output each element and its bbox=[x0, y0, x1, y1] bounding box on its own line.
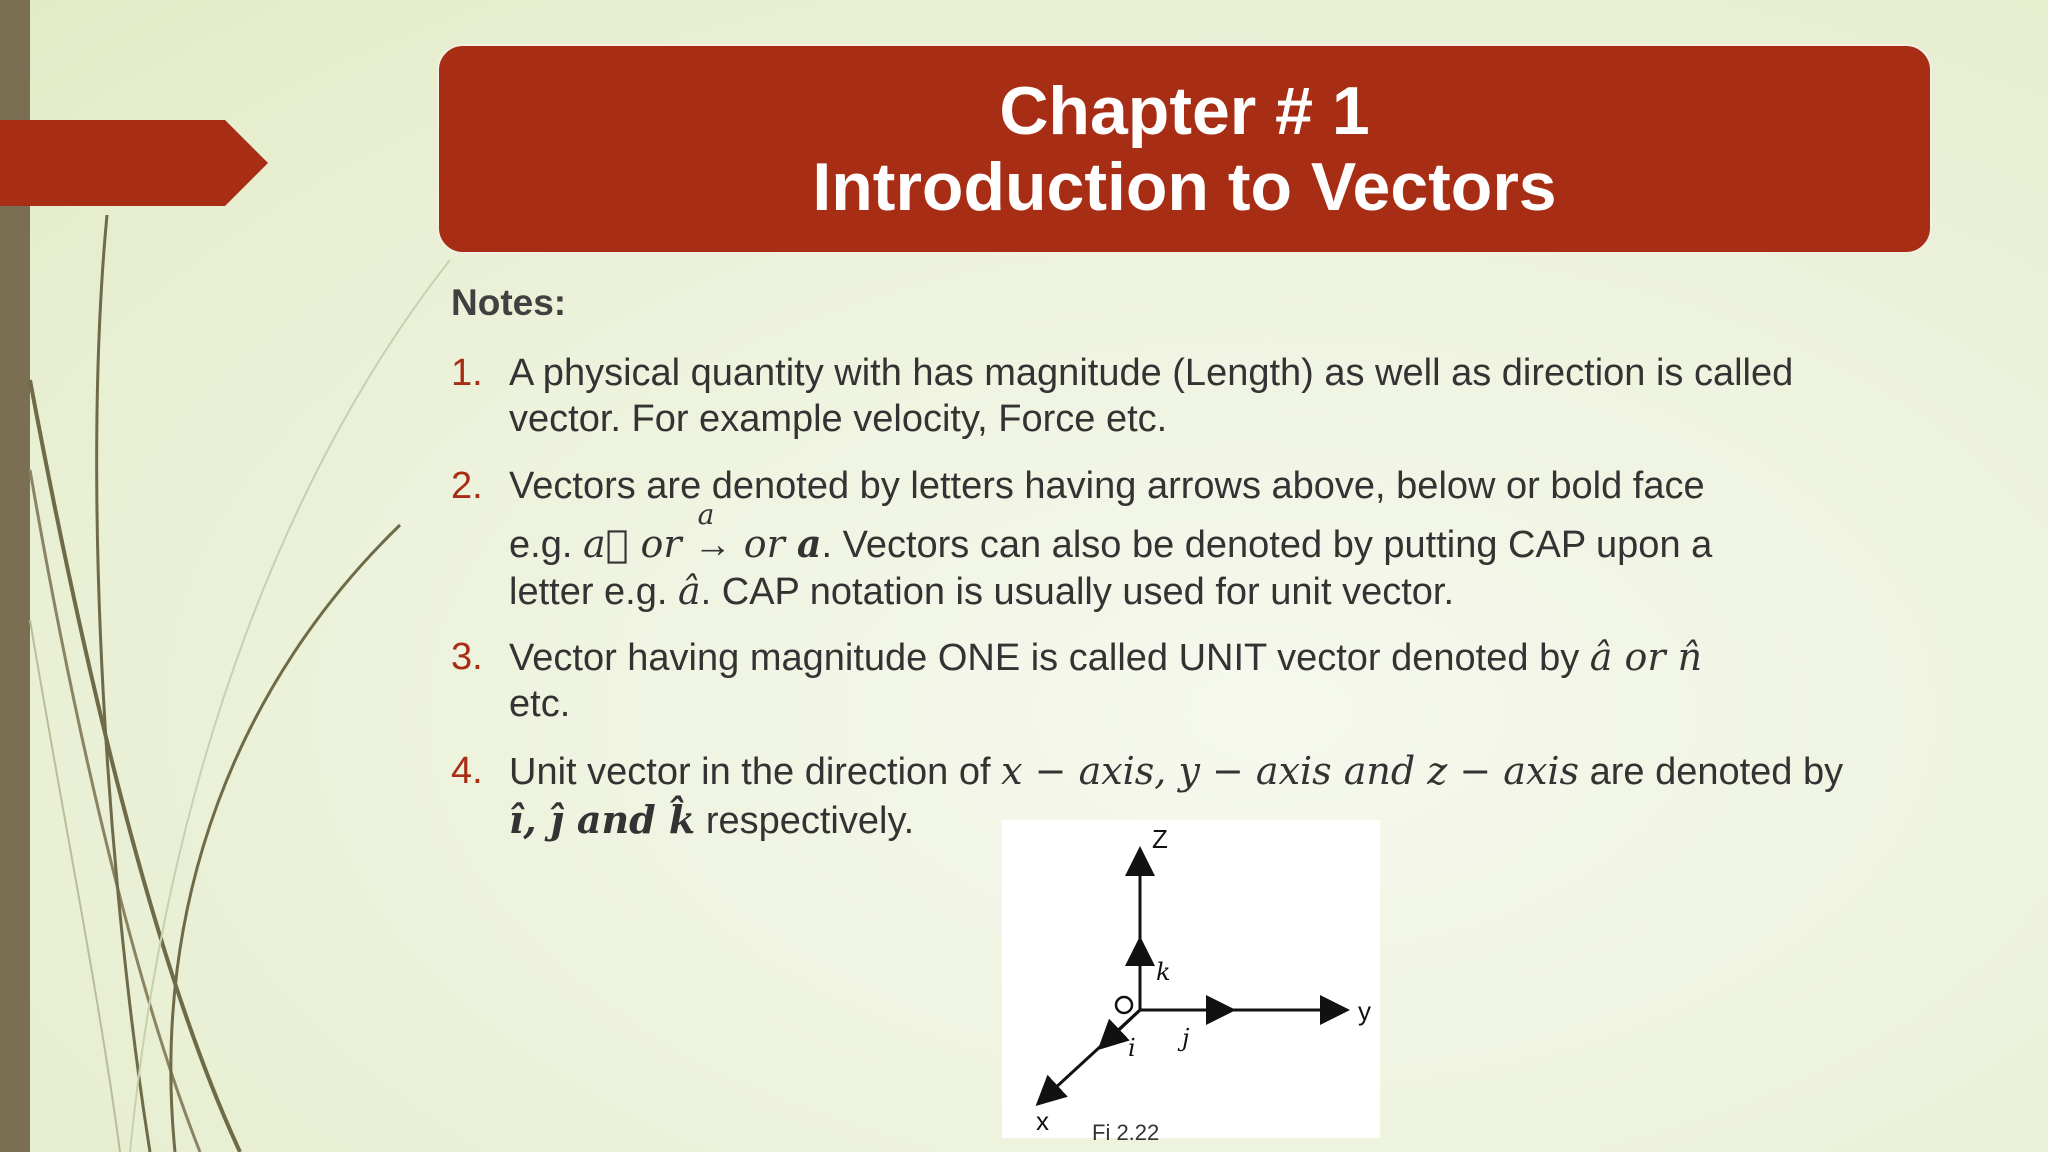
math-vector-under bbox=[693, 498, 732, 568]
title-line1: Chapter # 1 bbox=[999, 73, 1370, 149]
text-fragment: letter e.g. bbox=[509, 571, 678, 613]
text-fragment: respectively. bbox=[695, 800, 915, 842]
list-item-text bbox=[509, 463, 1909, 615]
math-unit-vectors: â or n̂ bbox=[1589, 635, 1703, 679]
math-unit-ijk: î, ĵ and k̂ bbox=[509, 797, 696, 842]
list-item-text: A physical quantity with has magnitude (Length) as well as direction is called vector. For example velocity, Force etc. bbox=[509, 352, 1794, 440]
text-line: Vectors are denoted by letters having arrows above, below or bold face bbox=[509, 465, 1705, 507]
math-arrow: → bbox=[693, 524, 732, 566]
origin-circle bbox=[1116, 997, 1132, 1013]
diagram-caption: Fi 2.22 bbox=[1092, 1120, 1160, 1145]
math-letter: a bbox=[697, 498, 715, 531]
axis-diagram-svg bbox=[1002, 820, 1380, 1138]
math-axes: x − axis, y − axis and z − axis bbox=[1001, 749, 1580, 793]
text-fragment: are denoted by bbox=[1579, 751, 1844, 793]
list-number: 4. bbox=[451, 750, 483, 792]
text-line bbox=[509, 748, 1909, 795]
title-line2: Introduction to Vectors bbox=[812, 149, 1557, 225]
text-line bbox=[509, 498, 1909, 568]
text-fragment: Vector having magnitude ONE is called UNIT vector denoted by bbox=[509, 637, 1590, 679]
math-ahat: â bbox=[677, 569, 701, 613]
title-banner bbox=[437, 44, 1932, 254]
list-number: 2. bbox=[451, 465, 483, 507]
text-line bbox=[509, 634, 1909, 681]
x-label: x bbox=[1036, 1106, 1049, 1136]
axis-diagram bbox=[1002, 820, 1380, 1145]
list-item-text bbox=[509, 634, 1909, 727]
math-or: or bbox=[731, 522, 797, 566]
math-bold-a: a bbox=[796, 521, 822, 566]
y-label: y bbox=[1358, 996, 1371, 1026]
notes-label: Notes: bbox=[451, 282, 567, 323]
text-fragment: . CAP notation is usually used for unit vector. bbox=[700, 571, 1455, 613]
text-fragment: e.g. bbox=[509, 524, 583, 566]
text-fragment: . Vectors can also be denoted by putting CAP upon a bbox=[821, 524, 1713, 566]
arrow-tab-decor bbox=[0, 120, 268, 206]
text-line bbox=[509, 568, 1909, 615]
k-label: k bbox=[1156, 958, 1171, 986]
math-vector-arrow: a⃗ bbox=[582, 522, 629, 566]
text-line: etc. bbox=[509, 683, 571, 725]
list-number: 3. bbox=[451, 636, 483, 678]
text-fragment: Unit vector in the direction of bbox=[509, 751, 1002, 793]
math-or: or bbox=[628, 522, 694, 566]
z-label: Z bbox=[1152, 824, 1168, 854]
j-label: j bbox=[1182, 1024, 1190, 1052]
list-number: 1. bbox=[451, 352, 483, 394]
i-label: i bbox=[1128, 1034, 1136, 1062]
